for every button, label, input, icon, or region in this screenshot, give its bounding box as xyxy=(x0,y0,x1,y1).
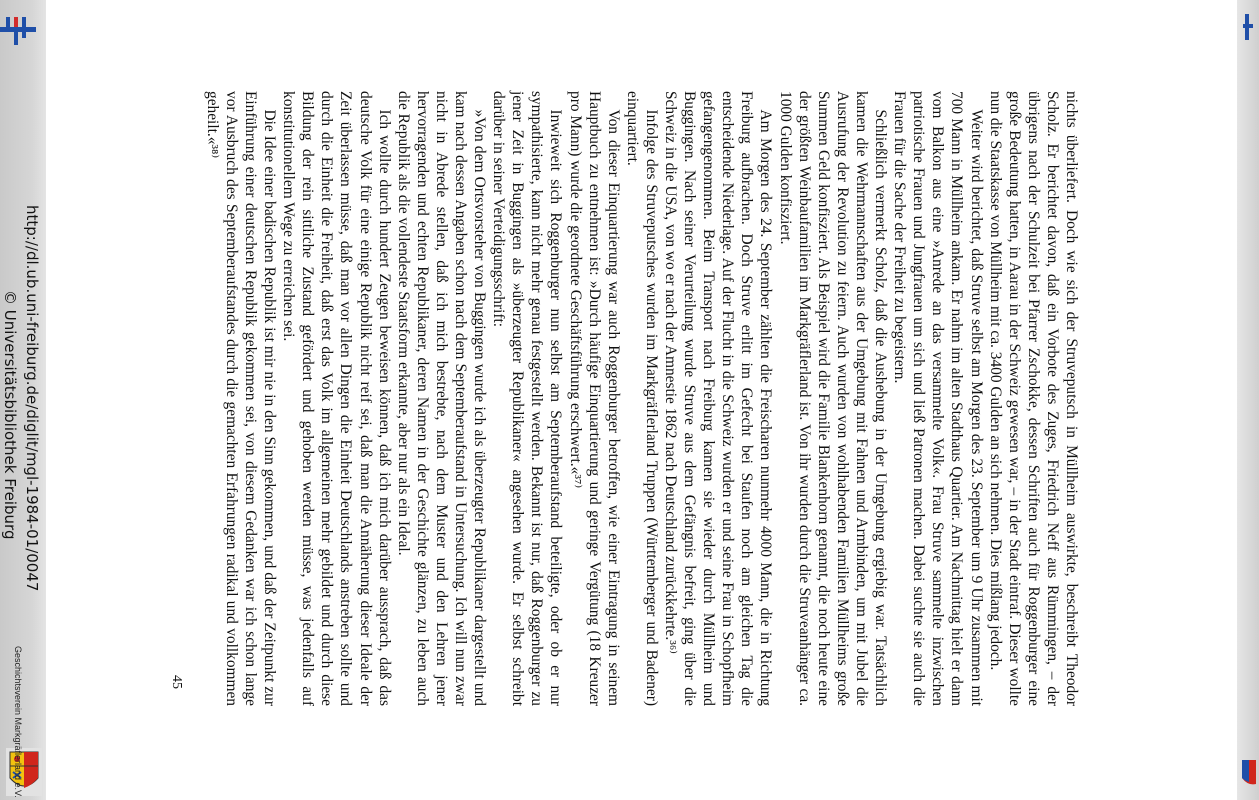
quote-paragraph: Die Idee einer badischen Republik ist mir nie in den Sinn gekommen, und daß der Zeitpunkt zur Einführung einer deutschen Republik gekommen sei, von diesem Gedanken war ich schon lange vor Ausbruch des Septemberaufstandes durch die gemachten Erfahrungen radikal und vollkommen geheilt.«³⁸⁾ xyxy=(203,91,279,706)
paragraph: Infolge des Struveputsches wurden im Markgräflerland Truppen (Württemberger und Badener) einquartiert. xyxy=(623,91,660,706)
quote-paragraph: »Von dem Ortsvorsteher von Buggingen wurde ich als überzeugter Republikaner dargestellt und kam nach dessen Angaben schon nach dem Septemberaufstand in Untersuchung. Ich will nun zwar nicht in Abrede stellen, daß ich mich bestrebte, nach dem Muster und den Lehren jener hervorragenden und echten Republikaner, deren Namen in der Geschichte glänzen, zu leben auch die Republik als die vollendeste Staatsform erkannte, aber nur als ein Ideal. xyxy=(394,91,489,706)
page-number: 45 xyxy=(169,675,184,689)
permalink-url[interactable]: http://dl.ub.uni-freiburg.de/diglit/mgl-1984-01/0047 xyxy=(23,205,41,592)
paragraph: Von dieser Einquartierung war auch Roggenburger betroffen, wie einer Eintragung in seinem Hauptbuch zu entnehmen ist: »Durch häufige Einquartierung und geringe Vergütung (18 Kreuzer pro Mann) wurde die geordnete Geschäftsführung erschwert.«³⁷⁾ xyxy=(566,91,622,706)
paragraph: Weiter wird berichtet, daß Struve selbst am Morgen des 23. September um 9 Uhr zusammen mit 700 Mann in Müllheim ankam. Er nahm im alten Stadthaus Quartier. Am Nachmittag hielt er dann vom Balkon aus eine »Anrede an das versammelte Volk«. Frau Struve sammelte inzwischen patriotische Frauen und Jungfrauen um sich und ließ Patronen machen. Dabei suchte sie auch die Frauen für die Sache der Freiheit zu begeistern. xyxy=(891,91,985,706)
paragraph: Inwieweit sich Roggenburger nun selbst am Septemberaufstand beteiligte, oder ob er nur sympathisierte, kann nicht mehr genau festgestellt werden. Bekannt ist nur, daß Roggenburger zu jener Zeit in Buggingen als »überzeugter Republikaner« angesehen wurde. Er selbst schreibt darüber in seiner Verteidigungsschrift: xyxy=(490,91,565,706)
paragraph: nichts überliefert. Doch wie sich der Struveputsch in Müllheim auswirkte, beschreibt Theodor Scholz. Er berichtet davon, daß ein Vorbote des Zuges, Friedrich Neff aus Rümmingen, – der übrigens nach der Schulzeit bei Pfarrer Zschokke, dessen Schriften auch für Roggenburger eine große Bedeutung hatten, in Aarau in der Schweiz gewesen war, – in der Stadt eintraf. Dieser wollte nun die Staatskasse von Müllheim mit ca. 3400 Gulden an sich nehmen. Dies mißlang jedoch. xyxy=(986,91,1080,706)
copyright-notice: © Universitätsbibliothek Freiburg xyxy=(1,290,19,540)
paragraph: Am Morgen des 24. September zählten die Freischaren nunmehr 4000 Mann, die in Richtung Freiburg aufbrachen. Doch Struve erlitt im Gefecht bei Staufen noch am gleichen Tag die entscheidende Niederlage. Auf der Flucht in die Schweiz wurden er und seine Frau in Schopfheim gefangengenommen. Beim Transport nach Freiburg kamen sie wieder durch Müllheim und Buggingen. Nach seiner Verurteilung wurde Struve aus dem Gefängnis befreit, ging über die Schweiz in die USA, von wo er nach der Amnestie 1862 nach Deutschland zurückkehrte.³⁶⁾ xyxy=(662,91,775,706)
quote-paragraph: Ich wollte durch hundert Zeugen beweisen können, daß ich mich darüber aussprach, daß das deutsche Volk für eine einige Republik nicht reif sei, daß man die Annäherung dieser Ideale der Zeit überlassen müsse, daß man vor allen Dingen die Einheit Deutschlands anstreben sollte und durch die Einheit die Freiheit, daß erst das Volk im allgemeinen mehr gebildet und durch diese Bildung der rein sittliche Zustand gefördert und gehoben werden müsse, was jedenfalls auf konstitutionellem Wege zu erreichen sei. xyxy=(280,91,393,706)
society-label: Geschichtsverein Markgräflerland e.V. xyxy=(13,646,23,798)
page-body-text xyxy=(203,91,1081,706)
paragraph: Schließlich vermerkt Scholz, daß die Aushebung in der Umgebung ergiebig war. Tatsächlich kamen die Wehrmannschaften aus der Umgebung mit Fahnen und Armbinden, um mit Jubel die Ausrufung der Revolution zu feiern. Auch wurden von wohlhabenden Familien Müllheims große Summen Geld konfisziert. Als Beispiel wird die Familie Blankenhorn genannt, die noch heute eine der größten Weinbaufamilien im Markgräflerland ist. Von ihr wurden durch die Struveanhänger ca. 1000 Gulden konfisziert. xyxy=(776,91,890,706)
